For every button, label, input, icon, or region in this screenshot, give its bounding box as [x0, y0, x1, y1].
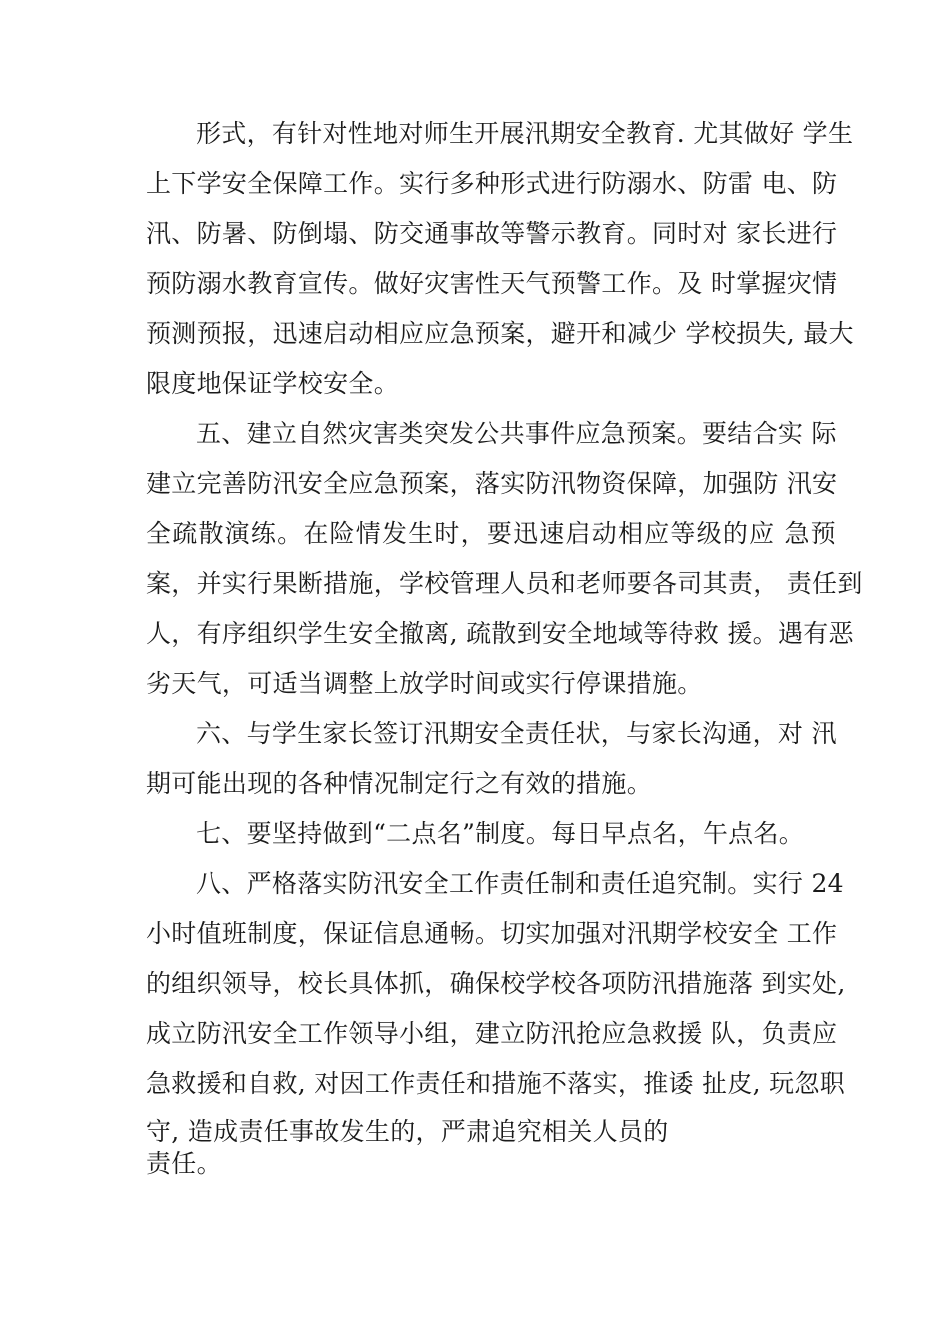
text-line: 七、要坚持做到“二点名”制度。每日早点名，午点名。 — [196, 819, 805, 848]
text-line: 八、严格落实防汛安全工作责任制和责任追究制。实行 24 — [196, 869, 844, 898]
text-line: 守, 造成责任事故发生的，严肃追究相关人员的 — [146, 1117, 669, 1146]
text-line: 全疏散演练。在险情发生时，要迅速启动相应等级的应 急预 — [146, 519, 836, 548]
text-line: 上下学安全保障工作。实行多种形式进行防溺水、防雷 电、防 — [146, 169, 838, 198]
text-line: 汛、防暑、防倒塌、防交通事故等警示教育。同时对 家长进行 — [146, 219, 838, 248]
text-line: 责任。 — [146, 1149, 222, 1178]
text-line: 小时值班制度，保证信息通畅。切实加强对汛期学校安全 工作 — [146, 919, 838, 948]
text-line: 期可能出现的各种情况制定行之有效的措施。 — [146, 769, 653, 798]
text-line: 的组织领导，校长具体抓，确保校学校各项防汛措施落 到实处, — [146, 969, 846, 998]
text-line: 人，有序组织学生安全撤离, 疏散到安全地域等待救 援。遇有恶 — [146, 619, 854, 648]
text-line: 案，并实行果断措施，学校管理人员和老师要各司其责， 责任到 — [146, 569, 863, 598]
text-line: 成立防汛安全工作领导小组，建立防汛抢应急救援 队，负责应 — [146, 1019, 838, 1048]
text-line: 五、建立自然灾害类突发公共事件应急预案。要结合实 际 — [196, 419, 837, 448]
text-line: 建立完善防汛安全应急预案，落实防汛物资保障，加强防 汛安 — [146, 469, 838, 498]
text-line: 形式，有针对性地对师生开展汛期安全教育. 尤其做好 学生 — [196, 119, 854, 148]
text-line: 急救援和自救, 对因工作责任和措施不落实，推诿 扯皮, 玩忽职 — [146, 1069, 846, 1098]
text-line: 劣天气，可适当调整上放学时间或实行停课措施。 — [146, 669, 703, 698]
text-line: 预测预报，迅速启动相应应急预案，避开和减少 学校损失, 最大 — [146, 319, 854, 348]
text-line: 六、与学生家长签订汛期安全责任状，与家长沟通，对 汛 — [196, 719, 837, 748]
text-line: 预防溺水教育宣传。做好灾害性天气预警工作。及 时掌握灾情 — [146, 269, 838, 298]
text-line: 限度地保证学校安全。 — [146, 369, 400, 398]
